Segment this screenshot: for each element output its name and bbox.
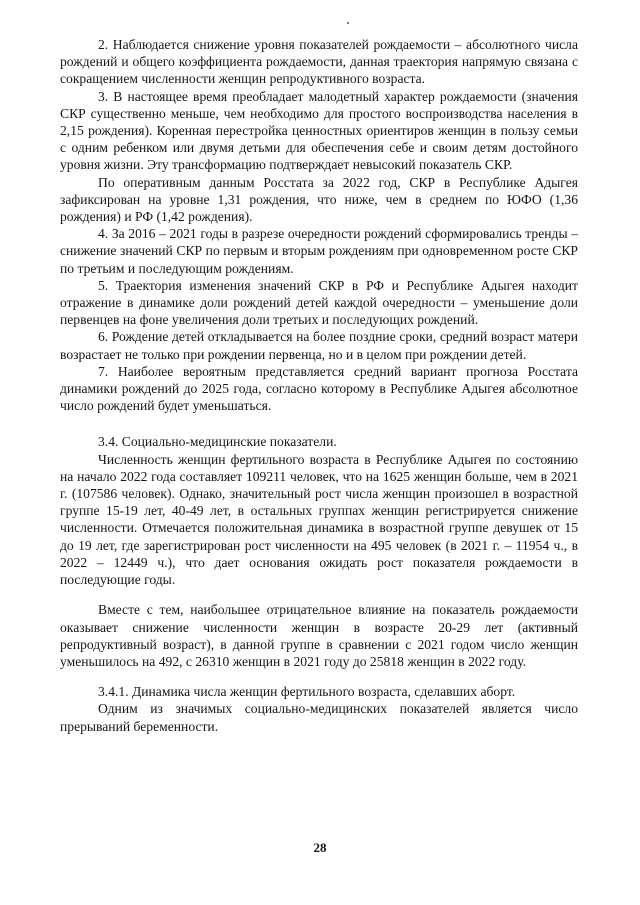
document-body <box>60 36 578 735</box>
paragraph-point-2: 2. Наблюдается снижение уровня показателей рождаемости – абсолютного числа рождений и общего коэффициента рождаемости, данная траектория напрямую связана с сокращением численности женщин репродуктивного возраста. <box>60 37 578 87</box>
paragraph-point-3: 3. В настоящее время преобладает малодетный характер рождаемости (значения СКР существенно меньше, чем необходимо для простого воспроизводства населения в 2,15 рождения). Коренная перестройка ценностных ориентиров женщин в пользу семьи с одним ребенком или двумя детьми для обеспечения себе и своим детям достойного уровня жизни. Эту трансформацию подтверждает невысокий показатель СКР. <box>60 88 578 173</box>
paragraph-rosstat-2022: По оперативным данным Росстата за 2022 год, СКР в Республике Адыгея зафиксирован на уровне 1,31 рождения, что ниже, чем в среднем по ЮФО (1,36 рождения) и РФ (1,42 рождения). <box>60 174 578 225</box>
paragraph-point-7: 7. Наиболее вероятным представляется средний вариант прогноза Росстата динамики рождений до 2025 года, согласно которому в Республике Адыгея абсолютное число рождений будет уменьшаться. <box>60 363 578 414</box>
paragraph-negative-impact: Вместе с тем, наибольшее отрицательное влияние на показатель рождаемости оказывает снижение численности женщин в возрасте 20-29 лет (активный репродуктивный возраст), в данной группе в сравнении с 2021 годом число женщин уменьшилось на 492, с 26310 женщин в 2021 году до 25818 женщин в 2022 году. <box>60 602 578 669</box>
scan-speck <box>347 22 349 24</box>
page-number: 28 <box>313 840 327 855</box>
section-heading-3-4-1: 3.4.1. Динамика числа женщин фертильного возраста, сделавших аборт. <box>98 684 516 700</box>
paragraph-point-4: 4. За 2016 – 2021 годы в разрезе очередности рождений сформировались тренды – снижение значений СКР по первым и вторым рождениям при одновременном росте СКР по третьим и последующим рождениям. <box>60 226 578 276</box>
paragraph-fertile-women: Численность женщин фертильного возраста в Республике Адыгея по состоянию на начало 2022 года составляет 109211 человек, что на 1625 женщин больше, чем в 2021 г. (107586 человек). Однако, значительный рост числа женщин произошел в возрастной группе 15-19 лет, 40-49 лет, в остальных группах женщин регистрируется снижение численности. Отмечается положительная динамика в возрастной группе девушек от 15 до 19 лет, где зарегистрирован рост численности на 495 человек (в 2021 г. – 11954 ч., в 2022 – 12449 ч.), что дает основания ожидать рост показателя рождаемости в последующие годы. <box>60 451 578 588</box>
section-heading-3-4: 3.4. Социально-медицинские показатели. <box>98 434 337 450</box>
paragraph-point-6: 6. Рождение детей откладывается на более поздние сроки, средний возраст матери возрастает не только при рождении первенца, но и в целом при рождении детей. <box>60 329 578 362</box>
paragraph-point-5: 5. Траектория изменения значений СКР в РФ и Республике Адыгея находит отражение в динамике доли рождений детей каждой очередности – уменьшение доли первенцев на фоне увеличения доли третьих и последующих рождений. <box>60 277 578 328</box>
paragraph-abortions: Одним из значимых социально-медицинских показателей является число прерываний беременности. <box>60 701 578 734</box>
